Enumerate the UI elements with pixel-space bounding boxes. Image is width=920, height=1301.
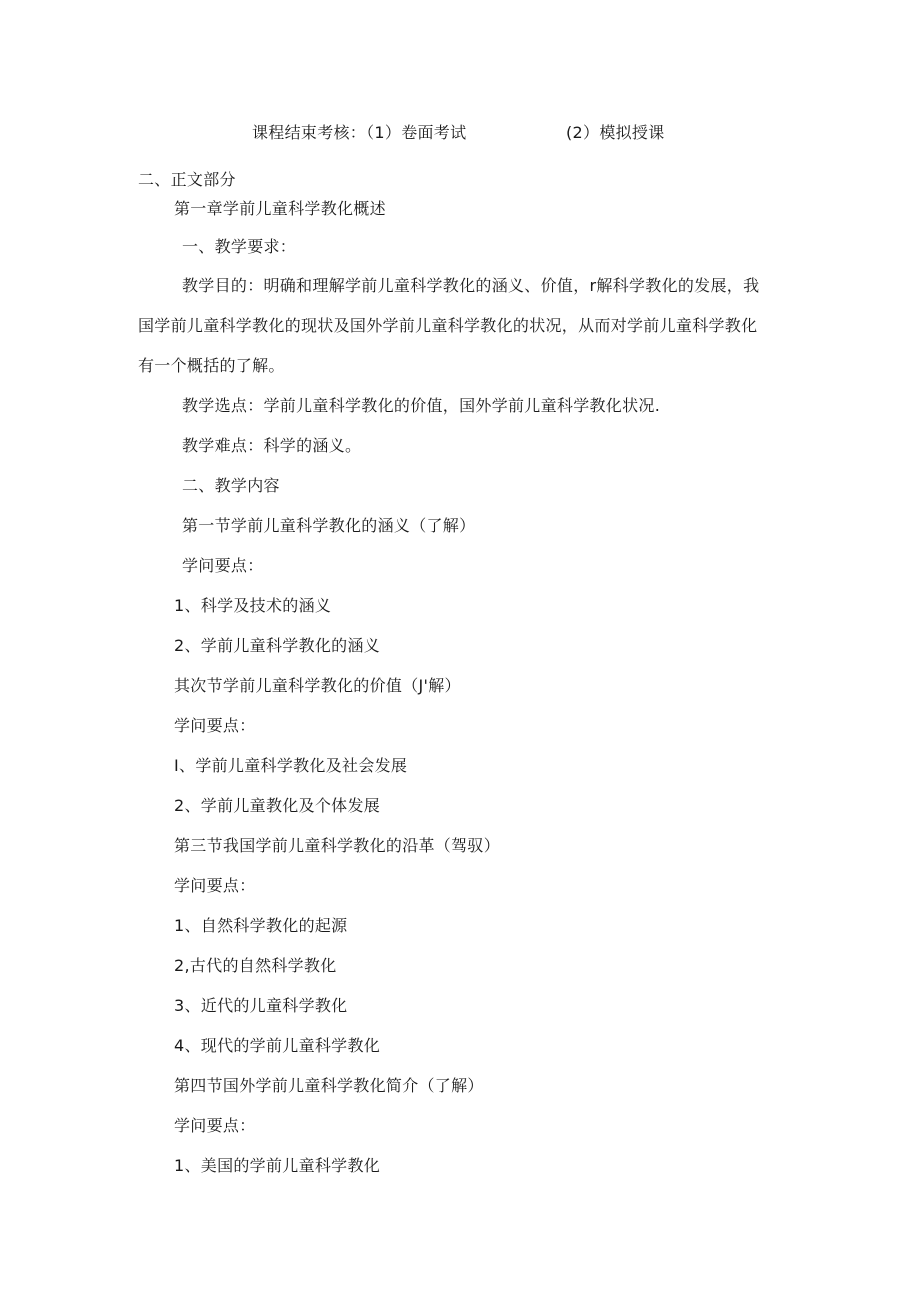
list-item: 4、现代的学前儿童科学教化: [174, 1036, 381, 1055]
knowledge-label: 学问要点：: [174, 1116, 256, 1135]
difficult-points: 教学难点：科学的涵义。: [182, 436, 362, 455]
teaching-requirements-heading: 一、教学要求：: [182, 237, 297, 256]
section-title: 第三节我国学前儿童科学教化的沿革（驾驭）: [174, 836, 501, 855]
list-item: 3、近代的儿童科学教化: [174, 996, 348, 1015]
knowledge-label: 学问要点：: [174, 716, 256, 735]
section-title: 其次节学前儿童科学教化的价值（J'解）: [174, 676, 461, 695]
list-item: 2、学前儿童科学教化的涵义: [174, 636, 381, 655]
objective-line: 国学前儿童科学教化的现状及国外学前儿童科学教化的状况，从而对学前儿童科学教化: [138, 316, 758, 335]
list-item: 1、自然科学教化的起源: [174, 916, 348, 935]
section-title: 第四节国外学前儿童科学教化简介（了解）: [174, 1076, 484, 1095]
teaching-content-heading: 二、教学内容: [182, 476, 280, 495]
exam-line: [252, 122, 665, 144]
list-item: 1、科学及技术的涵义: [174, 596, 332, 615]
list-item: 2,古代的自然科学教化: [174, 956, 337, 975]
exam-option-written: （1）卷面考试: [366, 123, 467, 142]
knowledge-label: 学问要点：: [182, 556, 264, 575]
section-heading: 二、正文部分: [138, 170, 236, 189]
exam-option-teaching: (2）模拟授课: [566, 123, 665, 142]
key-points: 教学选点：学前儿童科学教化的价值，国外学前儿童科学教化状况.: [182, 396, 661, 415]
chapter-title: 第一章学前儿童科学教化概述: [174, 199, 386, 218]
list-item: I、学前儿童科学教化及社会发展: [174, 756, 408, 775]
list-item: 1、美国的学前儿童科学教化: [174, 1156, 381, 1175]
knowledge-label: 学问要点：: [174, 876, 256, 895]
list-item: 2、学前儿童教化及个体发展: [174, 796, 381, 815]
section-title: 第一节学前儿童科学教化的涵义（了解）: [182, 516, 476, 535]
objective-line: 教学目的：明确和理解学前儿童科学教化的涵义、价值，r解科学教化的发展，我: [182, 276, 760, 295]
objective-line: 有一个概括的了解。: [138, 356, 285, 375]
exam-label: 课程结束考核：: [252, 123, 367, 142]
